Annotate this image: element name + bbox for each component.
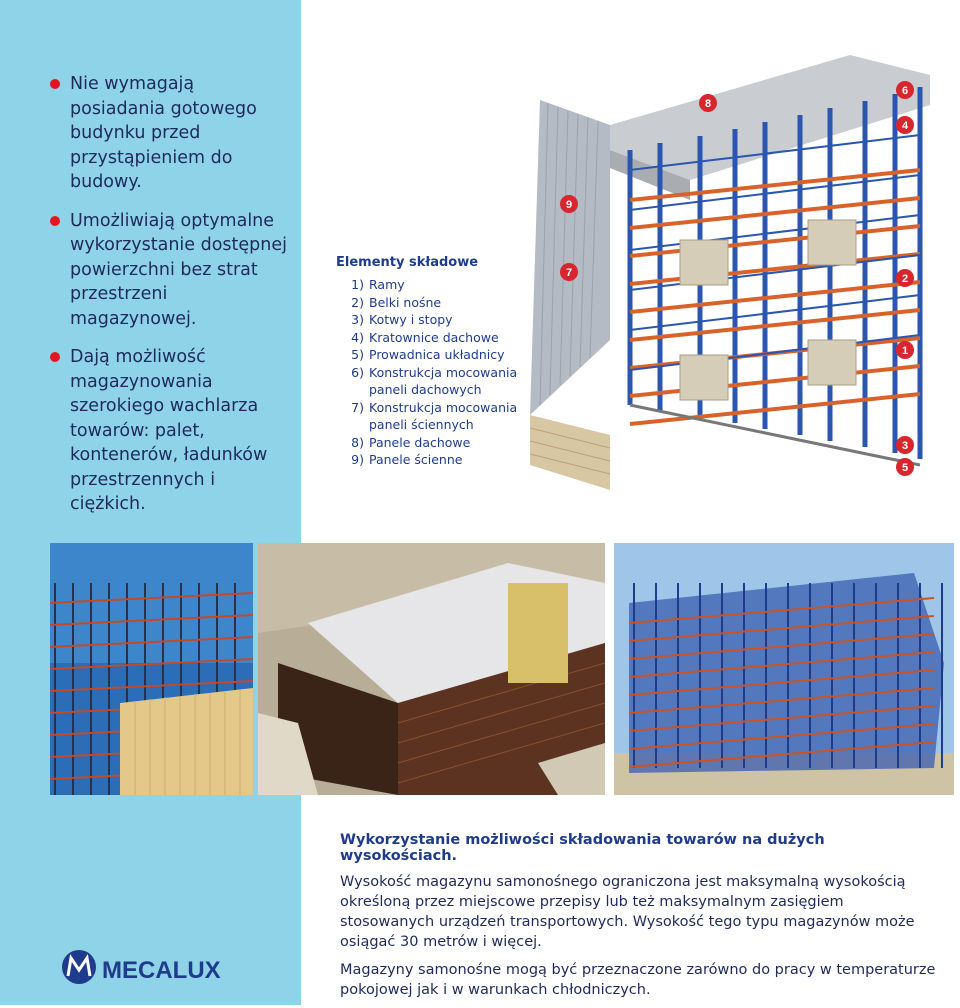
diagram-marker bbox=[896, 269, 914, 287]
load-beam bbox=[630, 366, 920, 396]
diagram-marker bbox=[560, 263, 578, 281]
load-beam bbox=[630, 394, 920, 424]
brick-base bbox=[530, 415, 610, 490]
photo-aerial-warehouse bbox=[258, 543, 605, 795]
component-number: 1) bbox=[351, 277, 364, 292]
component-item bbox=[336, 346, 536, 364]
marker-number: 3 bbox=[901, 440, 909, 452]
diagram-marker bbox=[699, 94, 717, 112]
component-label: Kotwy i stopy bbox=[369, 312, 453, 327]
component-number: 2) bbox=[351, 294, 364, 310]
logo-text: MECALUX bbox=[102, 957, 221, 984]
diagram-marker bbox=[896, 436, 914, 454]
mecalux-logo bbox=[60, 948, 260, 988]
component-label: Panele dachowe bbox=[369, 434, 471, 450]
section-paragraph: Wysokość magazynu samonośnego ograniczona jest maksymalną wysokością określoną przez miejscowe przepisy lub też maksymalnym zasięgiem stosowanych urządzeń transportowych. Wysokość tego typu magazynów może osiągać 30 metrów i więcej. bbox=[340, 874, 915, 950]
feature-item: Dają możliwość magazynowania szerokiego wachlarza towarów: palet, kontenerów, ładunków przestrzennych i ciężkich. bbox=[50, 345, 290, 517]
component-item bbox=[336, 434, 536, 452]
component-item bbox=[336, 451, 536, 469]
load-beam bbox=[630, 226, 920, 256]
component-item bbox=[336, 276, 536, 294]
component-label: Prowadnica układnicy bbox=[369, 347, 505, 362]
marker-number: 8 bbox=[704, 98, 712, 110]
component-number: 8) bbox=[351, 434, 364, 450]
photo-frame-structure bbox=[50, 543, 253, 795]
diagram-marker bbox=[896, 81, 914, 99]
component-item bbox=[336, 329, 536, 347]
component-label: Belki nośne bbox=[369, 294, 442, 310]
component-label: Ramy bbox=[369, 277, 405, 292]
diagram-marker bbox=[896, 116, 914, 134]
component-number: 6) bbox=[351, 364, 364, 380]
rack-brace bbox=[630, 335, 920, 370]
sidebar bbox=[0, 0, 301, 1005]
component-item bbox=[336, 294, 536, 312]
section-heading: Wykorzystanie możliwości składowania towarów na dużych wysokościach. bbox=[340, 832, 825, 864]
section-paragraph: Magazyny samonośne mogą być przeznaczone zarówno do pracy w temperaturze pokojowej jak i w warunkach chłodniczych. bbox=[340, 962, 936, 998]
component-label: Konstrukcja mocowania paneli dachowych bbox=[369, 364, 518, 397]
feature-list bbox=[50, 72, 290, 531]
component-item bbox=[336, 364, 536, 399]
marker-number: 7 bbox=[565, 267, 573, 279]
components-title: Elementy składowe bbox=[336, 255, 479, 270]
load-beam bbox=[630, 282, 920, 312]
diagram-marker bbox=[560, 195, 578, 213]
stacker-guide-rail bbox=[630, 405, 920, 465]
component-item bbox=[336, 399, 536, 434]
diagram-marker bbox=[896, 341, 914, 359]
diagram-marker bbox=[896, 458, 914, 476]
component-item bbox=[336, 311, 536, 329]
feature-item: Umożliwiają optymalne wykorzystanie dostępnej powierzchni bez strat przestrzeni magazynowej. bbox=[50, 209, 290, 332]
photo-rack-structure bbox=[614, 543, 954, 795]
load-beam bbox=[630, 198, 920, 228]
component-label: Konstrukcja mocowania paneli ściennych bbox=[369, 399, 518, 432]
marker-number: 5 bbox=[901, 462, 909, 474]
component-number: 5) bbox=[351, 347, 364, 362]
components-list bbox=[336, 255, 536, 469]
marker-number: 4 bbox=[901, 120, 909, 132]
load-beam bbox=[630, 254, 920, 284]
marker-number: 6 bbox=[901, 85, 909, 97]
marker-number: 1 bbox=[901, 345, 909, 357]
component-number: 7) bbox=[351, 399, 364, 415]
marker-number: 9 bbox=[565, 199, 573, 211]
marker-number: 2 bbox=[901, 273, 909, 285]
components-items bbox=[336, 276, 536, 469]
component-label: Panele ścienne bbox=[369, 452, 463, 467]
warehouse-diagram bbox=[520, 50, 960, 510]
component-number: 4) bbox=[351, 329, 364, 345]
component-number: 3) bbox=[351, 312, 364, 327]
component-label: Kratownice dachowe bbox=[369, 329, 499, 345]
feature-item: Nie wymagają posiadania gotowego budynku przed przystąpieniem do budowy. bbox=[50, 72, 290, 195]
section-text bbox=[340, 832, 940, 1008]
component-number: 9) bbox=[351, 452, 364, 467]
